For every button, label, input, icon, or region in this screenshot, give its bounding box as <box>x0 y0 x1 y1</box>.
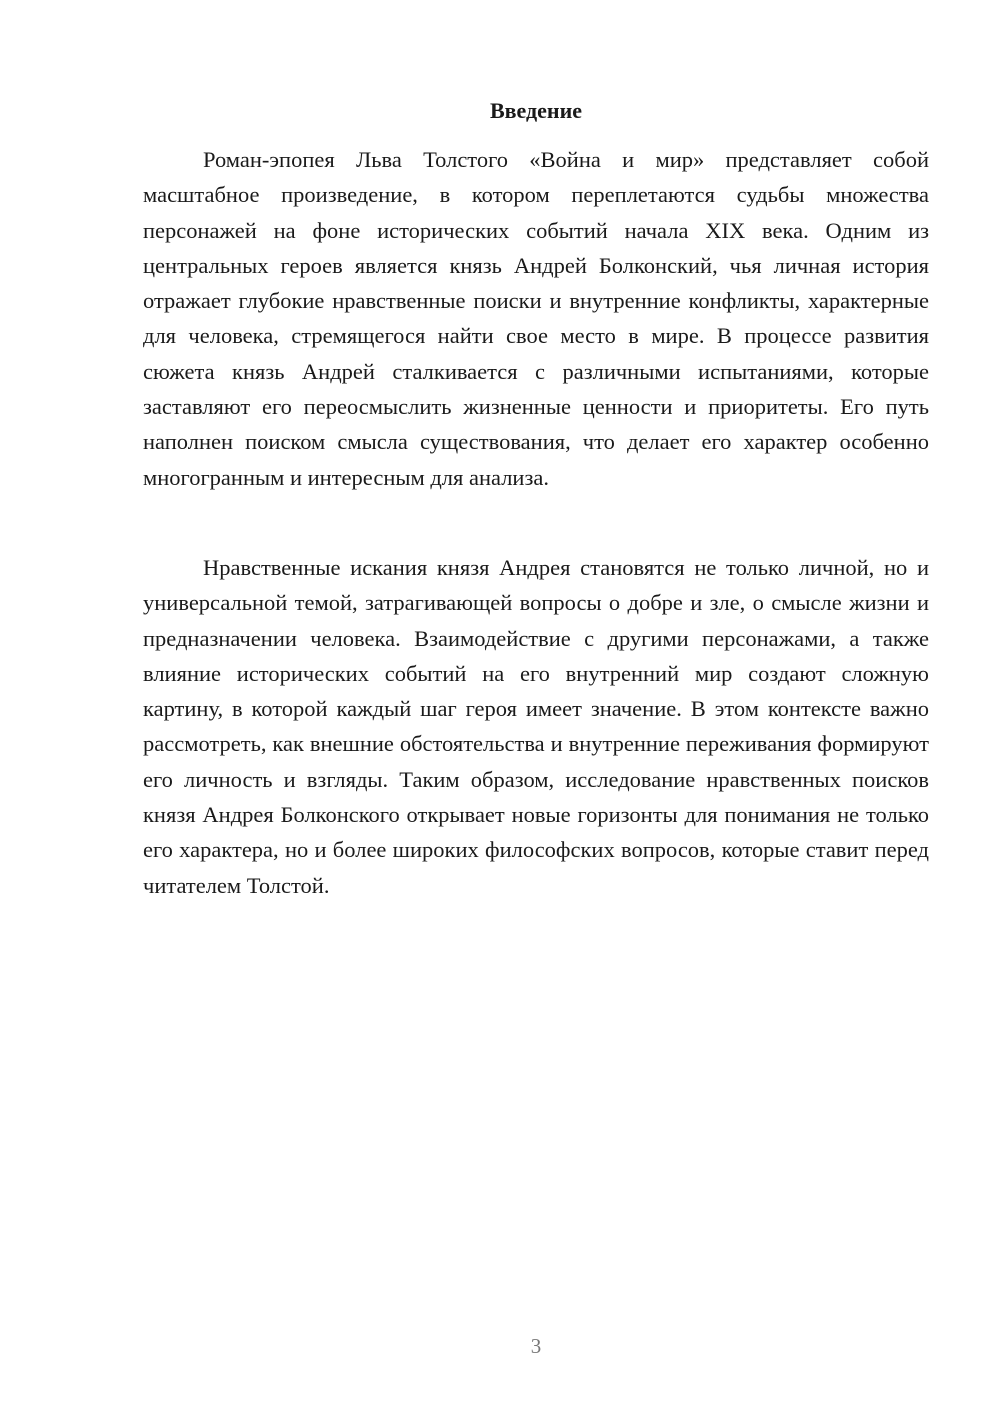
paragraph-introduction-2: Нравственные искания князя Андрея становятся не только личной, но и универсальной темой, затрагивающей вопросы о добре и зле, о смысле жизни и предназначении человека. Взаимодействие с другими персонажами, а также влияние исторических событий на его внутренний мир создают сложную картину, в которой каждый шаг героя имеет значение. В этом контексте важно рассмотреть, как внешние обстоятельства и внутренние переживания формируют его личность и взгляды. Таким образом, исследование нравственных поисков князя Андрея Болконского открывает новые горизонты для понимания не только его характера, но и более широких философских вопросов, которые ставит перед читателем Толстой. <box>143 555 929 898</box>
section-heading: Введение <box>489 98 583 123</box>
page-number: 3 <box>530 1334 542 1358</box>
paragraph-introduction-1: Роман-эпопея Льва Толстого «Война и мир» представляет собой масштабное произведение, в котором переплетаются судьбы множества персонажей на фоне исторических событий начала XIX века. Одним из центральных героев является князь Андрей Болконский, чья личная история отражает глубокие нравственные поиски и внутренние конфликты, характерные для человека, стремящегося найти свое место в мире. В процессе развития сюжета князь Андрей сталкивается с различными испытаниями, которые заставляют его переосмыслить жизненные ценности и приоритеты. Его путь наполнен поиском смысла существования, что делает его характер особенно многогранным и интересным для анализа. <box>143 147 929 490</box>
